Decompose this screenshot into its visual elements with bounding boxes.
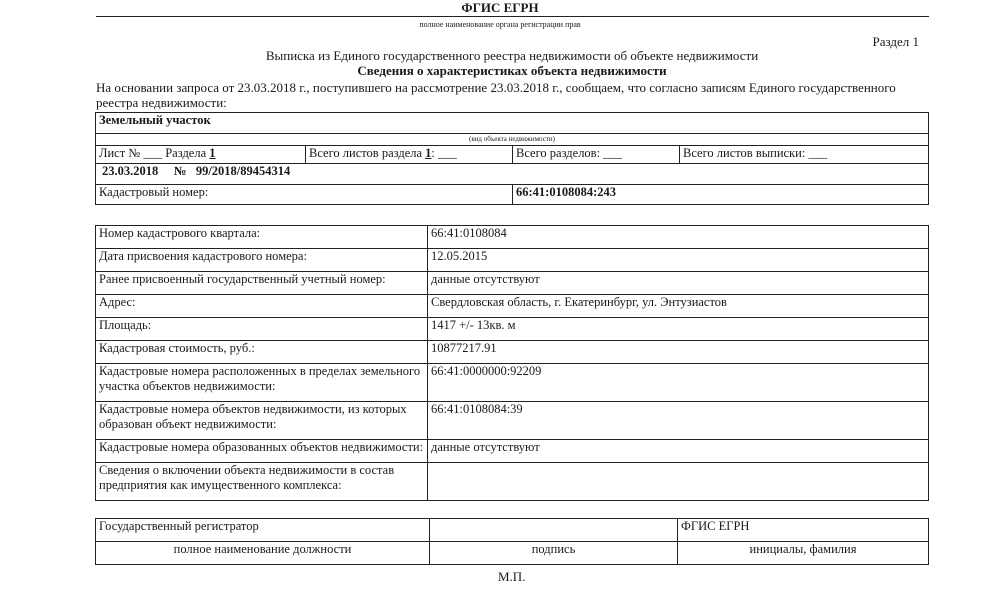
table-row xyxy=(96,364,929,402)
table-row xyxy=(96,226,929,249)
total-sheets-cell xyxy=(306,146,513,164)
intro-paragraph: На основании запроса от 23.03.2018 г., поступившего на рассмотрение 23.03.2018 г., сообщаем, что согласно записям Единого государственного реестра недвижимости: xyxy=(96,80,896,110)
table-row xyxy=(96,272,929,295)
table-row xyxy=(96,440,929,463)
signature-field xyxy=(430,519,678,542)
cadastral-number-label: Кадастровый номер: xyxy=(96,185,513,205)
signature-table xyxy=(95,518,929,565)
stamp-place: М.П. xyxy=(498,569,526,584)
table-row xyxy=(96,341,929,364)
sheet-blank: ___ xyxy=(143,146,163,160)
registrar-position: Государственный регистратор xyxy=(96,519,430,542)
property-value: 66:41:0000000:92209 xyxy=(428,364,929,402)
sheet-number-cell xyxy=(96,146,306,164)
property-label: Сведения о включении объекта недвижимости в состав предприятия как имущественного комплекса: xyxy=(96,463,428,501)
table-row xyxy=(96,463,929,501)
section-word: Раздела xyxy=(165,146,207,160)
total-pages-cell: Всего листов выписки: ___ xyxy=(680,146,929,164)
org-divider xyxy=(96,16,929,17)
property-label: Кадастровые номера объектов недвижимости, из которых образован объект недвижимости: xyxy=(96,402,428,440)
property-label: Дата присвоения кадастрового номера: xyxy=(96,249,428,272)
total-sheets-number: 1 xyxy=(425,146,432,160)
property-label: Номер кадастрового квартала: xyxy=(96,226,428,249)
property-label: Кадастровые номера расположенных в пределах земельного участка объектов недвижимости: xyxy=(96,364,428,402)
property-label: Площадь: xyxy=(96,318,428,341)
total-sheets-label: Всего листов раздела xyxy=(309,146,423,160)
property-value: данные отсутствуют xyxy=(428,272,929,295)
section-number: 1 xyxy=(209,146,216,160)
property-value: данные отсутствуют xyxy=(428,440,929,463)
object-type: Земельный участок xyxy=(96,113,929,134)
extract-date: 23.03.2018 xyxy=(102,164,159,178)
object-type-note: (вид объекта недвижимости) xyxy=(96,134,929,146)
property-label: Кадастровые номера образованных объектов недвижимости: xyxy=(96,440,428,463)
section-label: Раздел 1 xyxy=(872,34,919,49)
property-value: 1417 +/- 13кв. м xyxy=(428,318,929,341)
position-caption: полное наименование должности xyxy=(96,542,430,565)
signature-caption: подпись xyxy=(430,542,678,565)
extract-date-number xyxy=(96,164,929,185)
property-value: 66:41:0108084 xyxy=(428,226,929,249)
property-value: Свердловская область, г. Екатеринбург, ул. Энтузиастов xyxy=(428,295,929,318)
table-row xyxy=(96,295,929,318)
table-row xyxy=(96,249,929,272)
number-sign: № xyxy=(173,164,187,178)
property-label: Ранее присвоенный государственный учетный номер: xyxy=(96,272,428,295)
total-sections-cell: Всего разделов: ___ xyxy=(513,146,680,164)
object-header-table xyxy=(95,112,929,205)
property-label: Кадастровая стоимость, руб.: xyxy=(96,341,428,364)
registry-org-name: ФГИС ЕГРН xyxy=(461,0,539,15)
extract-number: 99/2018/89454314 xyxy=(195,164,291,178)
table-row xyxy=(96,318,929,341)
property-value: 66:41:0108084:39 xyxy=(428,402,929,440)
property-value xyxy=(428,463,929,501)
property-value: 12.05.2015 xyxy=(428,249,929,272)
property-label: Адрес: xyxy=(96,295,428,318)
sheet-label: Лист № xyxy=(99,146,141,160)
name-caption: инициалы, фамилия xyxy=(678,542,929,565)
registry-org-note: полное наименование органа регистрации прав xyxy=(419,20,581,29)
document-title: Выписка из Единого государственного реестра недвижимости об объекте недвижимости xyxy=(265,48,759,63)
property-value: 10877217.91 xyxy=(428,341,929,364)
table-row xyxy=(96,402,929,440)
document-subtitle: Сведения о характеристиках объекта недвижимости xyxy=(357,63,667,78)
registrar-name: ФГИС ЕГРН xyxy=(678,519,929,542)
total-sheets-blank: : ___ xyxy=(431,146,457,160)
properties-table xyxy=(95,225,929,501)
cadastral-number-value: 66:41:0108084:243 xyxy=(513,185,929,205)
